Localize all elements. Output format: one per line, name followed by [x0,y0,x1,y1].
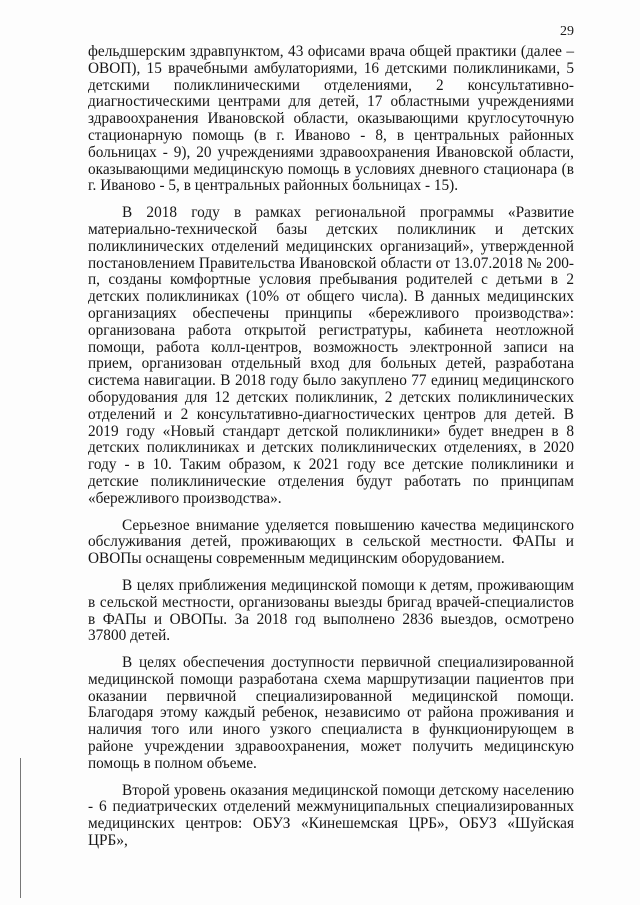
paragraph-continuation: фельдшерским здравпунктом, 43 офисами врача общей практики (далее – ОВОП), 15 врачебными амбулаториями, 16 детскими поликлиниками, 5 детскими поликлиническими отделениями, 2 консультативно-диагностическими центрами для детей, 17 областными учреждениями здравоохранения Ивановской области, оказывающими круглосуточную стационарную помощь (в г. Иваново - 8, в центральных районных больницах - 9), 20 учреждениями здравоохранения Ивановской области, оказывающими медицинскую помощь в условиях дневного стационара (в г. Иваново - 5, в центральных районных больницах - 15). [88,43,574,195]
page-number: 29 [560,24,574,39]
paragraph-program-2018: В 2018 году в рамках региональной программы «Развитие материально-технической базы детских поликлиник и детских поликлинических отделений медицинских организаций», утвержденной постановлением Правительства Ивановской области от 13.07.2018 № 200-п, созданы комфортные условия пребывания родителей с детьми в 2 детских поликлиниках (10% от общего числа). В данных медицинских организациях обеспечены принципы «бережливого производства»: организована работа открытой регистратуры, кабинета неотложной помощи, работа колл-центров, возможность электронной записи на прием, организован отдельный вход для больных детей, разработана система навигации. В 2018 году было закуплено 77 единиц медицинского оборудования для 12 детских поликлиник, 2 детских поликлинических отделений и 2 консультативно-диагностических центров для детей. В 2019 году «Новый стандарт детской поликлиники» будет внедрен в 8 детских поликлиниках и детских поликлинических отделениях, в 2020 году - в 10. Таким образом, к 2021 году все детские поликлиники и детские поликлинические отделения будут работать по принципам «бережливого производства». [88,204,574,507]
paragraph-routing-scheme: В целях обеспечения доступности первичной специализированной медицинской помощи разработана схема маршрутизации пациентов при оказании первичной специализированной медицинской помощи. Благодаря этому каждый ребенок, независимо от района проживания и наличия того или иного узкого специалиста в функционирующем в районе учреждении здравоохранения, может получить медицинскую помощь в полном объеме. [88,654,574,772]
document-body [88,44,574,850]
paragraph-second-level: Второй уровень оказания медицинской помощи детскому населению - 6 педиатрических отделений межмуниципальных специализированных медицинских центров: ОБУЗ «Кинешемская ЦРБ», ОБУЗ «Шуйская ЦРБ», [88,781,574,850]
scan-margin-line [20,758,21,898]
paragraph-specialist-trips: В целях приближения медицинской помощи к детям, проживающим в сельской местности, организованы выезды бригад врачей-специалистов в ФАПы и ОВОПы. За 2018 год выполнено 2836 выездов, осмотрено 37800 детей. [88,576,574,645]
paragraph-rural-quality: Серьезное внимание уделяется повышению качества медицинского обслуживания детей, проживающих в сельской местности. ФАПы и ОВОПы оснащены современным медицинским оборудованием. [88,516,574,568]
